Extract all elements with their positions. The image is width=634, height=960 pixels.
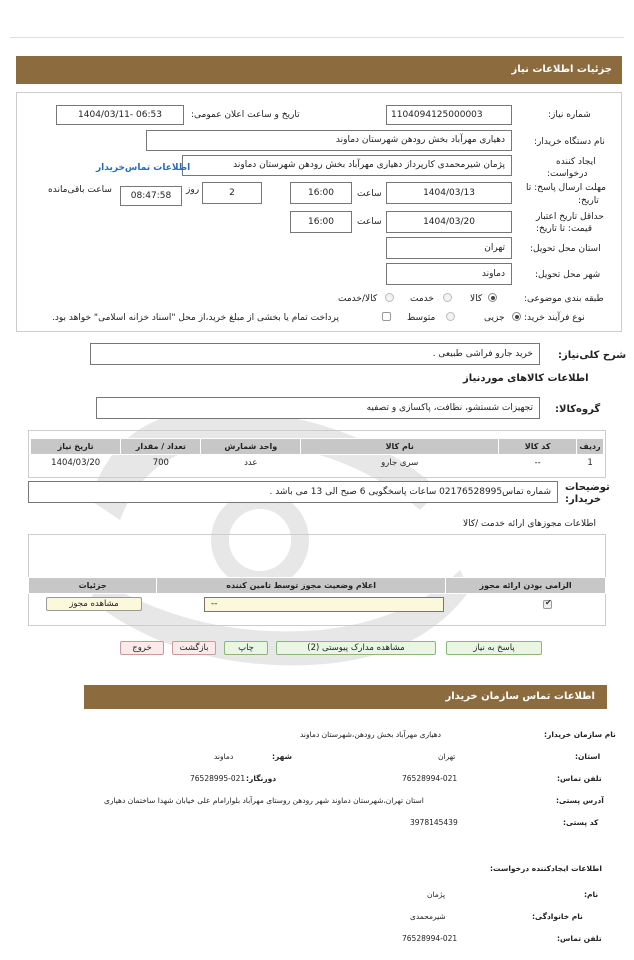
permit-status-field[interactable]: --	[204, 597, 444, 612]
goods-group-field[interactable]: تجهیزات شستشو، نظافت، پاکسازی و تصفیه	[96, 397, 540, 419]
permits-table	[28, 577, 606, 594]
cell-date: 1404/03/20	[51, 458, 101, 468]
creator-phone-label: تلفن تماس:	[557, 934, 602, 943]
table-row[interactable]	[31, 455, 604, 472]
need-number-label: شماره نیاز:	[548, 110, 591, 120]
reply-button[interactable]: پاسخ به نیاز	[446, 641, 542, 655]
validity-label-line1: حداقل تاریخ اعتبار	[536, 212, 604, 222]
creator-field[interactable]: پژمان شیرمحمدی کارپرداز دهیاری مهرآباد بخش رودهن شهرستان دماوند	[182, 155, 512, 176]
validity-label-line2: قیمت: تا تاریخ:	[536, 224, 592, 234]
buyer-org-field[interactable]: دهیاری مهرآباد بخش رودهن شهرستان دماوند	[146, 130, 512, 151]
cell-code: --	[534, 458, 541, 468]
days-label: روز	[186, 185, 200, 195]
announce-datetime-field[interactable]: 1404/03/11- 06:53	[56, 105, 184, 125]
treasury-payment-note: پرداخت تمام یا بخشی از مبلغ خرید،از محل "اسناد خزانه اسلامی" خواهد بود.	[52, 313, 340, 323]
permits-title: اطلاعات مجوزهای ارائه خدمت /کالا	[463, 519, 597, 529]
view-permit-button[interactable]: مشاهده مجوز	[46, 597, 142, 611]
city-label: شهر محل تحویل:	[535, 270, 601, 280]
contact-postal-label: کد پستی:	[563, 818, 599, 827]
province-field[interactable]: تهران	[386, 237, 512, 259]
buyer-org-label: نام دستگاه خریدار:	[534, 137, 605, 147]
remaining-time-field[interactable]: 08:47:58	[120, 186, 182, 206]
remaining-time-label: ساعت باقی‌مانده	[48, 185, 112, 195]
treasury-payment-checkbox[interactable]	[382, 312, 391, 321]
cell-qty: 700	[152, 458, 169, 468]
contact-address-label: آدرس پستی:	[556, 796, 604, 805]
creator-phone-value: 76528994-021	[402, 934, 458, 943]
contact-province-value: تهران	[438, 752, 456, 761]
creator-label-line2: درخواست:	[547, 169, 588, 179]
col-date: تاریخ نیاز	[31, 439, 121, 455]
creator-info-title: اطلاعات ایجادکننده درخواست:	[490, 864, 602, 873]
creator-first-name-label: نام:	[584, 890, 599, 899]
print-button[interactable]: چاپ	[224, 641, 268, 655]
announce-label: تاریخ و ساعت اعلان عمومی:	[191, 110, 300, 120]
contact-province-label: استان:	[575, 752, 601, 761]
permits-col-status: اعلام وضعیت مجوز توسط تامین کننده	[157, 578, 446, 594]
col-qty: تعداد / مقدار	[121, 439, 201, 455]
category-both-radio[interactable]	[385, 293, 394, 302]
contact-phone-label: تلفن تماس:	[557, 774, 602, 783]
summary-field[interactable]: خرید جارو فراشی طبیعی .	[90, 343, 540, 365]
creator-first-name-value: پژمان	[427, 890, 446, 899]
goods-group-label: گروه‌کالا:	[555, 404, 601, 415]
category-service-radio[interactable]	[443, 293, 452, 302]
creator-last-name-value: شیرمحمدی	[410, 912, 446, 921]
permit-required-checkbox[interactable]	[543, 600, 552, 609]
back-button[interactable]: بازگشت	[172, 641, 216, 655]
buyer-notes-label-line1: توضیحات	[565, 482, 610, 493]
need-number-field[interactable]: 1104094125000003	[386, 105, 512, 125]
contact-fax-label: دورنگار:	[246, 774, 277, 783]
goods-section-title: اطلاعات کالاهای موردنیاز	[463, 373, 589, 384]
process-label: نوع فرآیند خرید:	[524, 313, 585, 323]
buyer-notes-label-line2: خریدار:	[565, 494, 602, 505]
top-divider	[10, 37, 624, 38]
creator-label-line1: ایجاد کننده	[556, 157, 596, 167]
process-medium-radio[interactable]	[446, 312, 455, 321]
page-title: جزئیات اطلاعات نیاز	[16, 56, 622, 84]
checkmark-icon: ✔	[545, 598, 552, 607]
cell-unit: عدد	[244, 458, 258, 468]
contact-city-label: شهر:	[272, 752, 292, 761]
category-goods-radio[interactable]	[488, 293, 497, 302]
cell-name: سری جارو	[381, 458, 419, 468]
contact-section-title: اطلاعات تماس سازمان خریدار	[84, 685, 607, 709]
contact-fax-value: 76528995-021	[190, 774, 246, 783]
permits-col-required: الزامی بودن ارائه مجوز	[446, 578, 606, 594]
col-unit: واحد شمارش	[201, 439, 301, 455]
process-medium-label: متوسط	[407, 313, 436, 323]
permits-table-header	[29, 578, 606, 594]
province-label: استان محل تحویل:	[530, 244, 601, 254]
view-attachments-button[interactable]: مشاهده مدارک پیوستی (2)	[276, 641, 436, 655]
category-label: طبقه بندی موضوعی:	[524, 294, 604, 304]
summary-label: شرح کلی‌نیاز:	[558, 350, 627, 361]
contact-org-label: نام سازمان خریدار:	[544, 730, 616, 739]
contact-org-value: دهیاری مهرآباد بخش رودهن،شهرستان دماوند	[300, 730, 441, 739]
col-code: کد کالا	[499, 439, 577, 455]
buyer-notes-field[interactable]: شماره تماس02176528995 ساعات پاسخگویی 6 صبح الی 13 می باشد .	[28, 481, 558, 503]
reply-time-label: ساعت	[357, 189, 382, 199]
city-field[interactable]: دماوند	[386, 263, 512, 285]
validity-time-field[interactable]: 16:00	[290, 211, 352, 233]
goods-table-header	[31, 439, 604, 455]
contact-address-value: استان تهران،شهرستان دماوند شهر رودهن روستای مهرآباد بلوارامام علی خیابان شهدا ساختمان دهیاری	[104, 796, 424, 805]
buyer-contact-link[interactable]: اطلاعات تماس‌خریدار	[96, 163, 191, 173]
category-goods-label: کالا	[470, 294, 483, 304]
permits-col-details: جزئیات	[29, 578, 157, 594]
reply-deadline-label-line2: تاریخ:	[578, 196, 599, 206]
contact-postal-value: 3978145439	[410, 818, 458, 827]
category-service-label: خدمت	[410, 294, 434, 304]
creator-last-name-label: نام خانوادگی:	[532, 912, 583, 921]
cell-row: 1	[587, 458, 593, 468]
goods-table	[30, 438, 604, 471]
category-both-label: کالا/خدمت	[338, 294, 378, 304]
col-name: نام کالا	[301, 439, 499, 455]
col-row: ردیف	[577, 439, 604, 455]
process-minor-radio[interactable]	[512, 312, 521, 321]
exit-button[interactable]: خروج	[120, 641, 164, 655]
remaining-days-field[interactable]: 2	[202, 182, 262, 204]
validity-time-label: ساعت	[357, 217, 382, 227]
contact-phone-value: 76528994-021	[402, 774, 458, 783]
reply-deadline-label-line1: مهلت ارسال پاسخ: تا	[526, 183, 606, 193]
contact-city-value: دماوند	[214, 752, 234, 761]
validity-date-field[interactable]: 1404/03/20	[386, 211, 512, 233]
reply-date-field[interactable]: 1404/03/13	[386, 182, 512, 204]
process-minor-label: جزیی	[484, 313, 505, 323]
reply-time-field[interactable]: 16:00	[290, 182, 352, 204]
